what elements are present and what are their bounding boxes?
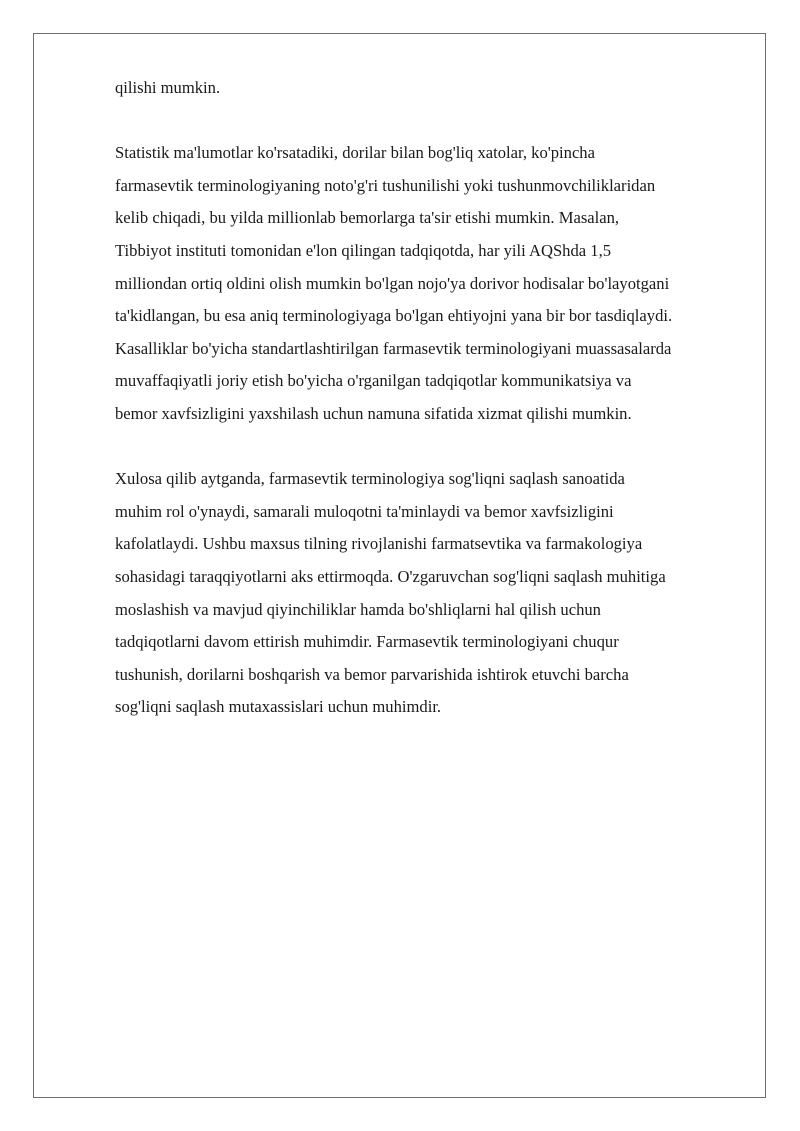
document-body <box>115 72 675 724</box>
paragraph-continuation: qilishi mumkin. <box>115 78 221 97</box>
paragraph-conclusion: Xulosa qilib aytganda, farmasevtik terminologiya sog'liqni saqlash sanoatida muhim rol o'ynaydi, samarali muloqotni ta'minlaydi va bemor xavfsizligini kafolatlaydi. Ushbu maxsus tilning rivojlanishi farmatsevtika va farmakologiya sohasidagi taraqqiyotlarni aks ettirmoqda. O'zgaruvchan sog'liqni saqlash muhitiga moslashish va mavjud qiyinchiliklar hamda bo'shliqlarni hal qilish uchun tadqiqotlarni davom ettirish muhimdir. Farmasevtik terminologiyani chuqur tushunish, dorilarni boshqarish va bemor parvarishida ishtirok etuvchi barcha sog'liqni saqlash mutaxassislari uchun muhimdir. <box>115 469 666 717</box>
paragraph-statistics: Statistik ma'lumotlar ko'rsatadiki, dorilar bilan bog'liq xatolar, ko'pincha farmasevtik terminologiyaning noto'g'ri tushunilishi yoki tushunmovchiliklaridan kelib chiqadi, bu yilda millionlab bemorlarga ta'sir etishi mumkin. Masalan, Tibbiyot instituti tomonidan e'lon qilingan tadqiqotda, har yili AQShda 1,5 milliondan ortiq oldini olish mumkin bo'lgan nojo'ya dorivor hodisalar bo'layotgani ta'kidlangan, bu esa aniq terminologiyaga bo'lgan ehtiyojni yana bir bor tasdiqlaydi. Kasalliklar bo'yicha standartlashtirilgan farmasevtik terminologiyani muassasalarda muvaffaqiyatli joriy etish bo'yicha o'rganilgan tadqiqotlar kommunikatsiya va bemor xavfsizligini yaxshilash uchun namuna sifatida xizmat qilishi mumkin. <box>115 143 673 423</box>
